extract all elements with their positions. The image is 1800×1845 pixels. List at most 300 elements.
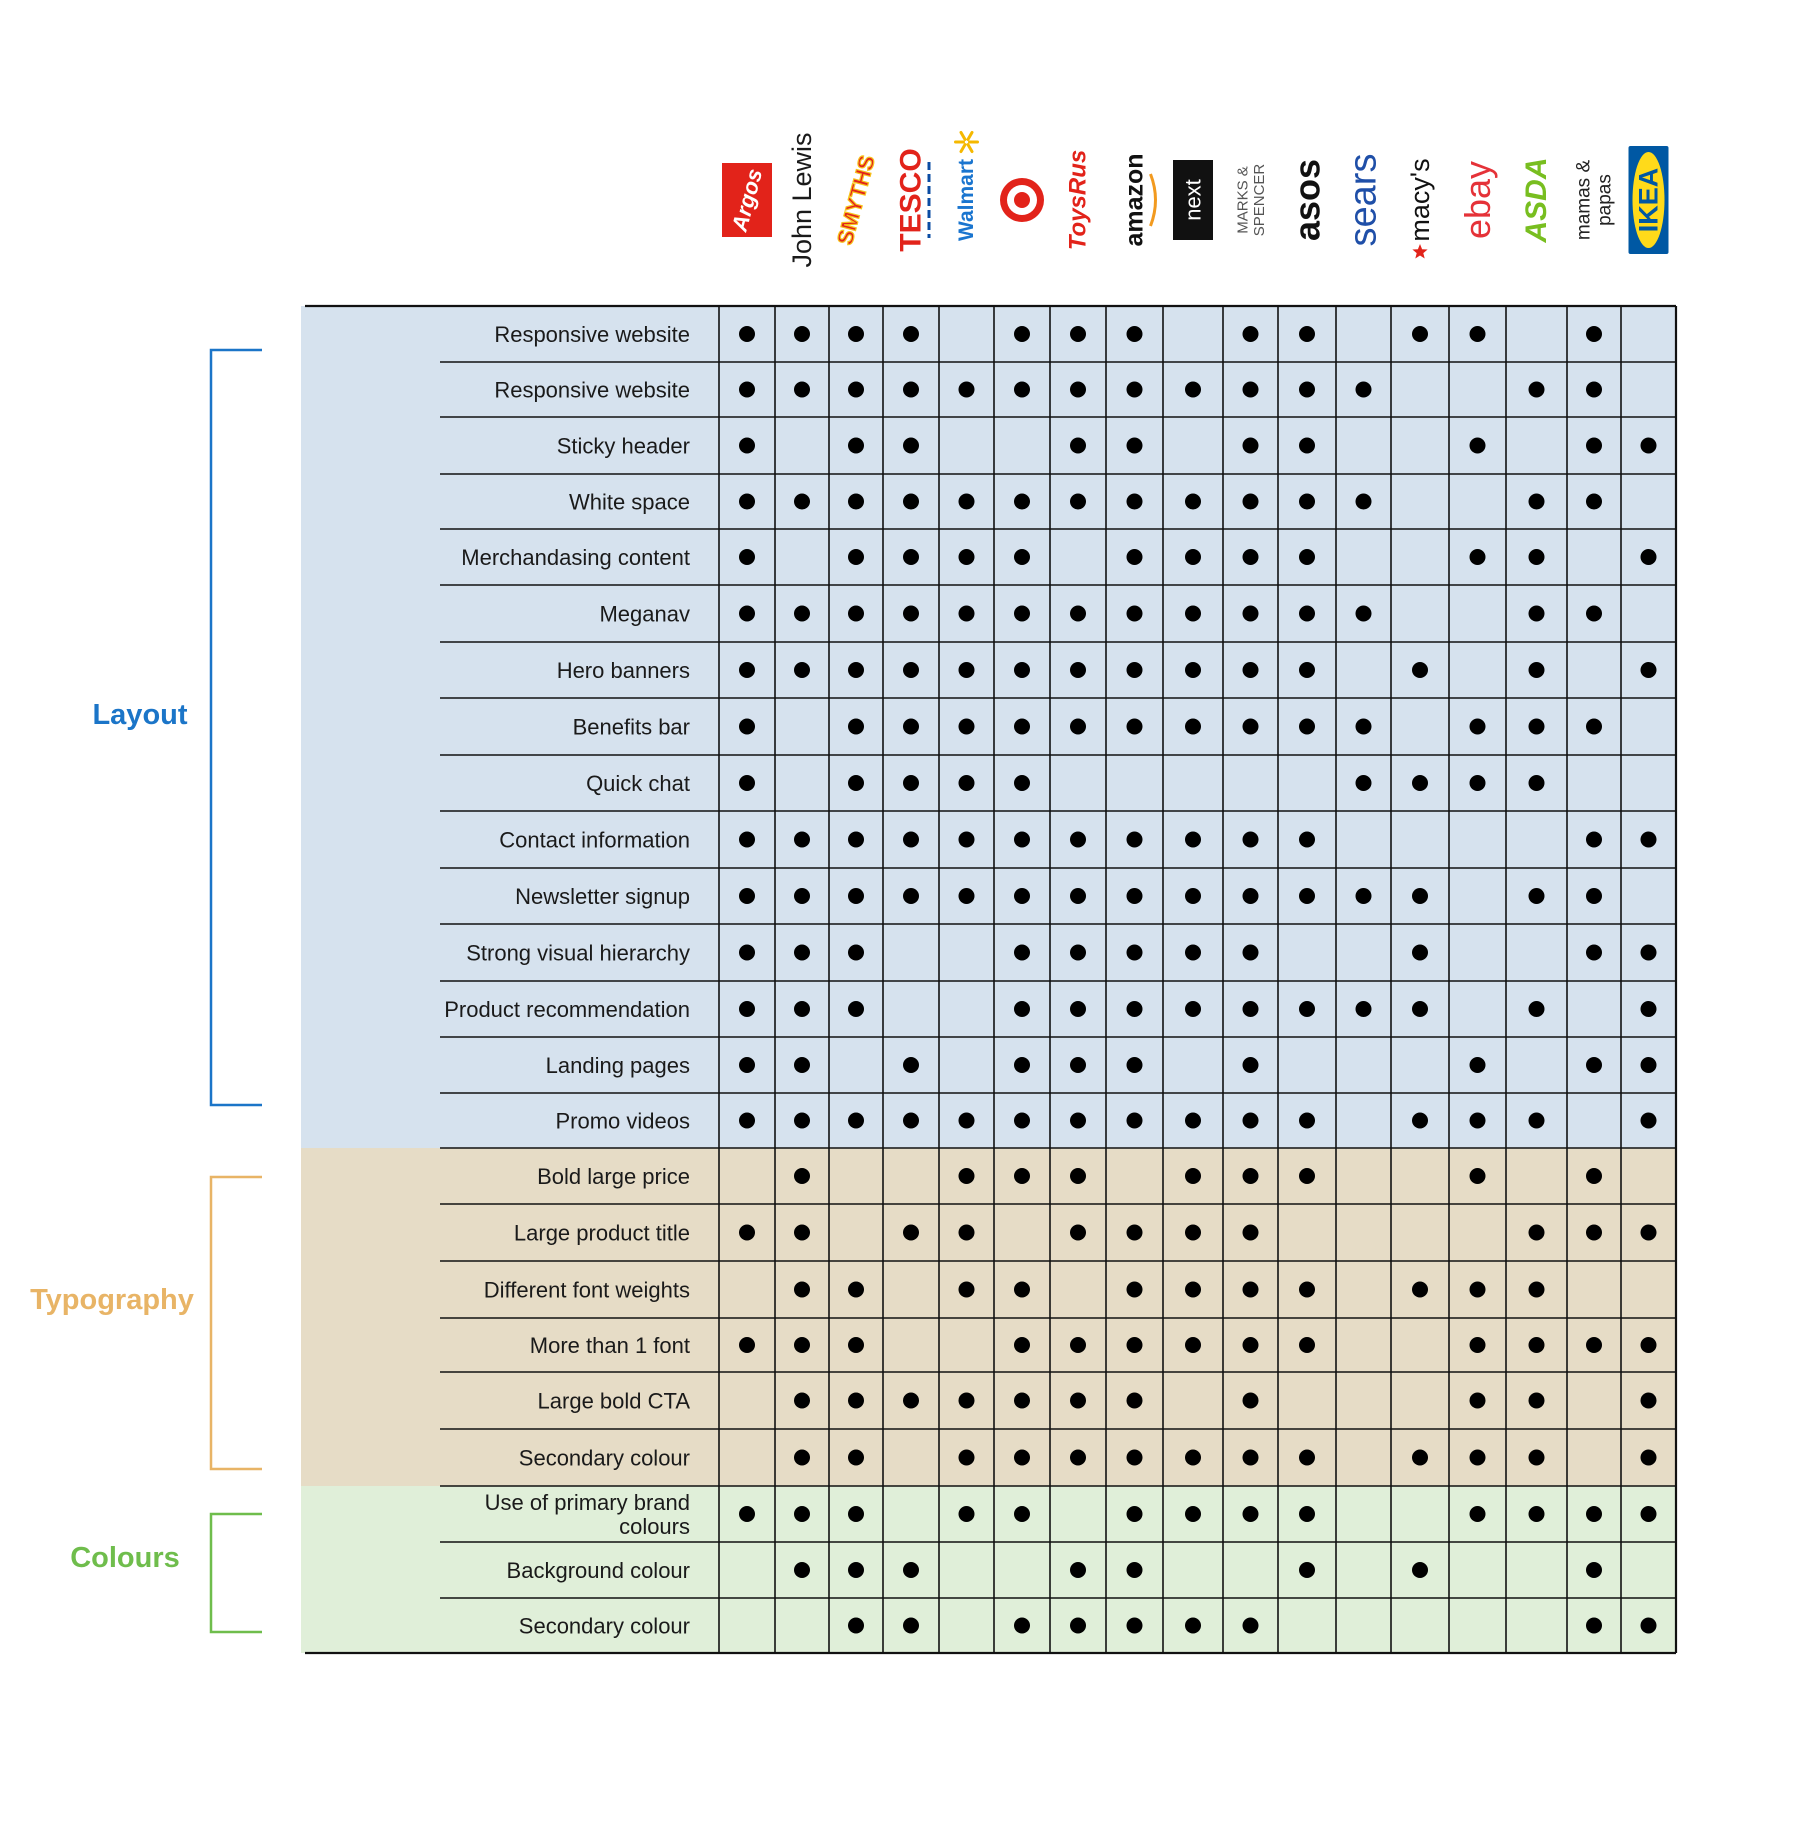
feature-dot-amazon	[1127, 1337, 1143, 1353]
feature-dot-mamas-papas	[1586, 438, 1602, 454]
feature-label: Secondary colour	[518, 1613, 690, 1639]
feature-dot-asos	[1299, 1168, 1315, 1184]
group-label-colours: Colours	[70, 1542, 180, 1574]
feature-dot-target	[1014, 1337, 1030, 1353]
group-band-typography	[301, 1148, 1676, 1486]
feature-dot-tesco	[903, 549, 919, 565]
feature-dot-tesco	[903, 662, 919, 678]
feature-dot-marks-spencer	[1243, 549, 1259, 565]
feature-label: Background colour	[506, 1558, 690, 1583]
feature-dot-amazon	[1127, 549, 1143, 565]
brand-logo-text: sears	[1342, 153, 1385, 247]
feature-dot-asda	[1529, 382, 1545, 398]
feature-dot-toys-r-us	[1070, 1393, 1086, 1409]
feature-dot-smyths	[848, 1450, 864, 1466]
feature-dot-ikea	[1641, 832, 1657, 848]
feature-dot-toys-r-us	[1070, 888, 1086, 904]
feature-dot-toys-r-us	[1070, 662, 1086, 678]
feature-dot-macy-s	[1412, 662, 1428, 678]
feature-dot-marks-spencer	[1243, 326, 1259, 342]
feature-dot-walmart	[959, 1506, 975, 1522]
feature-label: Secondary colour	[518, 1445, 690, 1471]
feature-dot-smyths	[848, 888, 864, 904]
brand-logo-text: TESCO	[894, 148, 928, 252]
feature-dot-ebay	[1470, 1506, 1486, 1522]
feature-dot-mamas-papas	[1586, 1618, 1602, 1634]
feature-dot-argos	[739, 382, 755, 398]
feature-label: Responsive website	[494, 377, 690, 403]
brand-logo-text: MARKS &SPENCER	[1233, 163, 1268, 237]
feature-dot-smyths	[848, 494, 864, 510]
feature-dot-john-lewis	[794, 1393, 810, 1409]
feature-dot-toys-r-us	[1070, 1168, 1086, 1184]
feature-dot-smyths	[848, 1001, 864, 1017]
feature-dot-mamas-papas	[1586, 382, 1602, 398]
feature-dot-ebay	[1470, 1057, 1486, 1073]
feature-dot-macy-s	[1412, 1562, 1428, 1578]
feature-dot-tesco	[903, 888, 919, 904]
feature-dot-ebay	[1470, 549, 1486, 565]
feature-dot-argos	[739, 1337, 755, 1353]
feature-dot-john-lewis	[794, 1057, 810, 1073]
feature-dot-toys-r-us	[1070, 1562, 1086, 1578]
feature-dot-marks-spencer	[1243, 1001, 1259, 1017]
brand-logo-text: Walmart	[955, 158, 978, 242]
feature-dot-target	[1014, 1282, 1030, 1298]
feature-dot-argos	[739, 606, 755, 622]
brand-logo-text: IKEA	[1633, 167, 1664, 233]
feature-dot-walmart	[959, 494, 975, 510]
feature-dot-asda	[1529, 1450, 1545, 1466]
feature-dot-argos	[739, 1506, 755, 1522]
feature-dot-marks-spencer	[1243, 945, 1259, 961]
feature-dot-smyths	[848, 775, 864, 791]
feature-dot-asda	[1529, 494, 1545, 510]
feature-dot-asda	[1529, 775, 1545, 791]
feature-dot-tesco	[903, 1225, 919, 1241]
feature-dot-next	[1185, 1450, 1201, 1466]
group-label-typography: Typography	[30, 1284, 194, 1316]
feature-dot-ebay	[1470, 326, 1486, 342]
feature-dot-tesco	[903, 382, 919, 398]
feature-dot-next	[1185, 1337, 1201, 1353]
feature-dot-tesco	[903, 1113, 919, 1129]
feature-dot-sears	[1356, 382, 1372, 398]
feature-dot-target	[1014, 1168, 1030, 1184]
feature-dot-ebay	[1470, 1393, 1486, 1409]
feature-label: Promo videos	[555, 1108, 690, 1134]
feature-dot-marks-spencer	[1243, 1168, 1259, 1184]
feature-label: Hero banners	[556, 658, 690, 683]
feature-dot-toys-r-us	[1070, 438, 1086, 454]
feature-dot-marks-spencer	[1243, 494, 1259, 510]
feature-dot-ikea	[1641, 1506, 1657, 1522]
feature-label: Large bold CTA	[537, 1388, 690, 1414]
feature-label: Bold large price	[537, 1164, 690, 1189]
feature-dot-smyths	[848, 606, 864, 622]
feature-dot-asos	[1299, 1337, 1315, 1353]
feature-dot-amazon	[1127, 888, 1143, 904]
feature-dot-asos	[1299, 832, 1315, 848]
feature-dot-tesco	[903, 1393, 919, 1409]
feature-dot-tesco	[903, 606, 919, 622]
feature-dot-macy-s	[1412, 1282, 1428, 1298]
feature-dot-john-lewis	[794, 382, 810, 398]
feature-label: Use of primary brand colours	[484, 1490, 690, 1539]
feature-dot-amazon	[1127, 494, 1143, 510]
feature-dot-smyths	[848, 438, 864, 454]
feature-dot-next	[1185, 1506, 1201, 1522]
feature-dot-marks-spencer	[1243, 606, 1259, 622]
feature-dot-amazon	[1127, 438, 1143, 454]
feature-dot-next	[1185, 382, 1201, 398]
feature-dot-mamas-papas	[1586, 1506, 1602, 1522]
feature-dot-asda	[1529, 1393, 1545, 1409]
feature-dot-next	[1185, 662, 1201, 678]
feature-dot-asda	[1529, 662, 1545, 678]
feature-dot-amazon	[1127, 1282, 1143, 1298]
feature-dot-john-lewis	[794, 1225, 810, 1241]
feature-dot-target	[1014, 1057, 1030, 1073]
feature-dot-ebay	[1470, 1450, 1486, 1466]
feature-dot-john-lewis	[794, 1282, 810, 1298]
feature-dot-ebay	[1470, 1282, 1486, 1298]
feature-dot-john-lewis	[794, 326, 810, 342]
feature-dot-asda	[1529, 1225, 1545, 1241]
feature-label: White space	[568, 489, 690, 515]
group-bracket-colours	[211, 1514, 262, 1632]
feature-dot-john-lewis	[794, 662, 810, 678]
feature-dot-ebay	[1470, 438, 1486, 454]
feature-dot-toys-r-us	[1070, 832, 1086, 848]
feature-dot-ikea	[1641, 1450, 1657, 1466]
feature-dot-toys-r-us	[1070, 494, 1086, 510]
feature-dot-smyths	[848, 1393, 864, 1409]
feature-dot-marks-spencer	[1243, 1618, 1259, 1634]
feature-dot-asos	[1299, 888, 1315, 904]
feature-dot-target	[1014, 326, 1030, 342]
feature-dot-sears	[1356, 775, 1372, 791]
feature-dot-tesco	[903, 832, 919, 848]
feature-dot-toys-r-us	[1070, 1057, 1086, 1073]
feature-dot-argos	[739, 1057, 755, 1073]
feature-label: Sticky header	[556, 433, 690, 459]
feature-dot-sears	[1356, 888, 1372, 904]
feature-dot-macy-s	[1412, 888, 1428, 904]
feature-dot-marks-spencer	[1243, 438, 1259, 454]
feature-dot-toys-r-us	[1070, 326, 1086, 342]
feature-dot-asos	[1299, 382, 1315, 398]
feature-dot-asos	[1299, 1282, 1315, 1298]
feature-dot-asos	[1299, 1113, 1315, 1129]
feature-dot-mamas-papas	[1586, 888, 1602, 904]
feature-dot-asda	[1529, 549, 1545, 565]
feature-dot-marks-spencer	[1243, 1506, 1259, 1522]
feature-dot-sears	[1356, 494, 1372, 510]
feature-dot-amazon	[1127, 1562, 1143, 1578]
feature-dot-ikea	[1641, 662, 1657, 678]
feature-dot-target	[1014, 549, 1030, 565]
brand-logo-text: macy's	[1405, 158, 1435, 242]
feature-dot-target	[1014, 832, 1030, 848]
feature-dot-next	[1185, 549, 1201, 565]
feature-dot-next	[1185, 719, 1201, 735]
feature-dot-tesco	[903, 775, 919, 791]
feature-dot-next	[1185, 1282, 1201, 1298]
feature-dot-walmart	[959, 549, 975, 565]
feature-label: Different font weights	[483, 1277, 690, 1303]
feature-dot-ikea	[1641, 1393, 1657, 1409]
feature-dot-walmart	[959, 832, 975, 848]
feature-dot-next	[1185, 606, 1201, 622]
feature-dot-argos	[739, 1001, 755, 1017]
feature-dot-argos	[739, 1225, 755, 1241]
feature-dot-toys-r-us	[1070, 1450, 1086, 1466]
feature-dot-macy-s	[1412, 1450, 1428, 1466]
feature-dot-target	[1014, 719, 1030, 735]
feature-dot-macy-s	[1412, 945, 1428, 961]
feature-dot-marks-spencer	[1243, 832, 1259, 848]
feature-dot-asos	[1299, 606, 1315, 622]
feature-dot-smyths	[848, 1562, 864, 1578]
feature-dot-asda	[1529, 888, 1545, 904]
brand-logo-text: next	[1180, 179, 1206, 221]
feature-dot-walmart	[959, 1225, 975, 1241]
brand-logo-text: amazon	[1120, 153, 1149, 247]
feature-dot-next	[1185, 945, 1201, 961]
feature-dot-walmart	[959, 1282, 975, 1298]
feature-dot-walmart	[959, 1168, 975, 1184]
brand-logo-text: ebay	[1457, 160, 1498, 240]
feature-dot-ikea	[1641, 1001, 1657, 1017]
feature-dot-macy-s	[1412, 775, 1428, 791]
feature-dot-smyths	[848, 1506, 864, 1522]
feature-dot-tesco	[903, 1562, 919, 1578]
feature-dot-tesco	[903, 1057, 919, 1073]
feature-dot-ikea	[1641, 549, 1657, 565]
feature-dot-next	[1185, 1225, 1201, 1241]
feature-dot-john-lewis	[794, 494, 810, 510]
feature-dot-amazon	[1127, 1001, 1143, 1017]
feature-dot-amazon	[1127, 326, 1143, 342]
feature-dot-ebay	[1470, 719, 1486, 735]
feature-dot-asda	[1529, 1001, 1545, 1017]
feature-dot-argos	[739, 326, 755, 342]
feature-dot-asos	[1299, 438, 1315, 454]
feature-dot-mamas-papas	[1586, 1168, 1602, 1184]
feature-dot-walmart	[959, 1450, 975, 1466]
feature-label: Quick chat	[586, 771, 690, 796]
feature-dot-next	[1185, 1113, 1201, 1129]
feature-dot-walmart	[959, 606, 975, 622]
feature-dot-walmart	[959, 775, 975, 791]
feature-dot-smyths	[848, 1337, 864, 1353]
feature-dot-amazon	[1127, 945, 1143, 961]
brand-logo-text: asos	[1286, 158, 1328, 242]
feature-dot-walmart	[959, 888, 975, 904]
feature-dot-asda	[1529, 1506, 1545, 1522]
feature-dot-toys-r-us	[1070, 1618, 1086, 1634]
group-bracket-layout	[211, 350, 262, 1105]
feature-dot-marks-spencer	[1243, 1057, 1259, 1073]
feature-dot-sears	[1356, 1001, 1372, 1017]
feature-dot-marks-spencer	[1243, 719, 1259, 735]
feature-dot-amazon	[1127, 1225, 1143, 1241]
feature-dot-asos	[1299, 494, 1315, 510]
feature-dot-next	[1185, 888, 1201, 904]
feature-dot-target	[1014, 662, 1030, 678]
feature-dot-mamas-papas	[1586, 326, 1602, 342]
feature-label: Product recommendation	[444, 997, 690, 1022]
feature-dot-target	[1014, 1506, 1030, 1522]
feature-dot-smyths	[848, 662, 864, 678]
feature-dot-john-lewis	[794, 1562, 810, 1578]
feature-dot-smyths	[848, 1113, 864, 1129]
feature-dot-tesco	[903, 719, 919, 735]
feature-dot-target	[1014, 1113, 1030, 1129]
feature-dot-next	[1185, 1001, 1201, 1017]
feature-dot-argos	[739, 888, 755, 904]
feature-dot-walmart	[959, 662, 975, 678]
feature-dot-target	[1014, 1001, 1030, 1017]
feature-dot-amazon	[1127, 382, 1143, 398]
feature-dot-amazon	[1127, 662, 1143, 678]
feature-dot-toys-r-us	[1070, 1113, 1086, 1129]
feature-dot-ikea	[1641, 945, 1657, 961]
feature-dot-mamas-papas	[1586, 832, 1602, 848]
feature-label: Merchandasing content	[461, 545, 690, 570]
feature-dot-asda	[1529, 1337, 1545, 1353]
feature-dot-marks-spencer	[1243, 1450, 1259, 1466]
feature-dot-ikea	[1641, 1337, 1657, 1353]
feature-dot-ebay	[1470, 1168, 1486, 1184]
feature-dot-asos	[1299, 719, 1315, 735]
feature-dot-target	[1014, 945, 1030, 961]
feature-dot-toys-r-us	[1070, 1001, 1086, 1017]
feature-dot-asos	[1299, 1450, 1315, 1466]
group-label-layout: Layout	[92, 699, 188, 731]
feature-dot-walmart	[959, 1113, 975, 1129]
feature-dot-target	[1014, 888, 1030, 904]
feature-dot-john-lewis	[794, 945, 810, 961]
feature-dot-sears	[1356, 606, 1372, 622]
feature-dot-mamas-papas	[1586, 1337, 1602, 1353]
feature-dot-target	[1014, 775, 1030, 791]
feature-dot-smyths	[848, 945, 864, 961]
feature-label: Newsletter signup	[515, 884, 690, 909]
feature-dot-asos	[1299, 662, 1315, 678]
feature-dot-john-lewis	[794, 1113, 810, 1129]
feature-label: More than 1 font	[529, 1333, 690, 1358]
feature-dot-asos	[1299, 1506, 1315, 1522]
feature-dot-smyths	[848, 719, 864, 735]
feature-dot-argos	[739, 1113, 755, 1129]
feature-dot-next	[1185, 1618, 1201, 1634]
feature-dot-mamas-papas	[1586, 606, 1602, 622]
feature-dot-mamas-papas	[1586, 494, 1602, 510]
feature-dot-asda	[1529, 719, 1545, 735]
feature-dot-macy-s	[1412, 1001, 1428, 1017]
feature-dot-target	[1014, 1618, 1030, 1634]
feature-dot-walmart	[959, 1393, 975, 1409]
feature-dot-argos	[739, 549, 755, 565]
feature-dot-toys-r-us	[1070, 1225, 1086, 1241]
feature-dot-amazon	[1127, 719, 1143, 735]
feature-dot-john-lewis	[794, 1168, 810, 1184]
feature-label: Landing pages	[545, 1053, 690, 1078]
feature-dot-target	[1014, 1450, 1030, 1466]
feature-dot-asos	[1299, 549, 1315, 565]
feature-dot-toys-r-us	[1070, 382, 1086, 398]
feature-dot-tesco	[903, 438, 919, 454]
feature-dot-marks-spencer	[1243, 382, 1259, 398]
feature-dot-mamas-papas	[1586, 1562, 1602, 1578]
feature-dot-argos	[739, 775, 755, 791]
feature-dot-argos	[739, 832, 755, 848]
feature-dot-toys-r-us	[1070, 1337, 1086, 1353]
brand-logo-text: John Lewis	[787, 132, 817, 268]
feature-dot-john-lewis	[794, 1450, 810, 1466]
feature-dot-smyths	[848, 549, 864, 565]
feature-dot-amazon	[1127, 1057, 1143, 1073]
feature-dot-amazon	[1127, 1393, 1143, 1409]
feature-dot-argos	[739, 945, 755, 961]
feature-label: Large product title	[513, 1220, 690, 1246]
feature-label: Responsive website	[494, 322, 690, 347]
feature-dot-next	[1185, 494, 1201, 510]
feature-dot-amazon	[1127, 1113, 1143, 1129]
brand-logo-text: ASDA	[1520, 157, 1553, 243]
feature-dot-argos	[739, 494, 755, 510]
feature-dot-amazon	[1127, 1618, 1143, 1634]
feature-label: Benefits bar	[572, 714, 690, 740]
feature-dot-asda	[1529, 1113, 1545, 1129]
feature-dot-macy-s	[1412, 326, 1428, 342]
feature-dot-smyths	[848, 326, 864, 342]
feature-dot-argos	[739, 719, 755, 735]
feature-dot-amazon	[1127, 1450, 1143, 1466]
feature-dot-ikea	[1641, 1225, 1657, 1241]
feature-dot-walmart	[959, 719, 975, 735]
feature-dot-toys-r-us	[1070, 606, 1086, 622]
feature-dot-argos	[739, 438, 755, 454]
feature-dot-target	[1014, 1393, 1030, 1409]
feature-dot-john-lewis	[794, 832, 810, 848]
feature-dot-ikea	[1641, 1618, 1657, 1634]
feature-dot-marks-spencer	[1243, 1225, 1259, 1241]
feature-dot-smyths	[848, 382, 864, 398]
feature-dot-toys-r-us	[1070, 719, 1086, 735]
feature-dot-ikea	[1641, 438, 1657, 454]
feature-dot-mamas-papas	[1586, 945, 1602, 961]
feature-dot-ikea	[1641, 1113, 1657, 1129]
feature-dot-marks-spencer	[1243, 1393, 1259, 1409]
feature-dot-argos	[739, 662, 755, 678]
feature-dot-john-lewis	[794, 1337, 810, 1353]
feature-dot-walmart	[959, 382, 975, 398]
feature-dot-john-lewis	[794, 888, 810, 904]
feature-label: Strong visual hierarchy	[466, 940, 690, 966]
feature-dot-ebay	[1470, 1337, 1486, 1353]
feature-dot-asda	[1529, 1282, 1545, 1298]
feature-dot-amazon	[1127, 832, 1143, 848]
feature-dot-smyths	[848, 1282, 864, 1298]
feature-dot-marks-spencer	[1243, 662, 1259, 678]
feature-dot-smyths	[848, 1618, 864, 1634]
feature-dot-tesco	[903, 1618, 919, 1634]
feature-dot-amazon	[1127, 606, 1143, 622]
feature-label: Contact information	[499, 827, 690, 853]
